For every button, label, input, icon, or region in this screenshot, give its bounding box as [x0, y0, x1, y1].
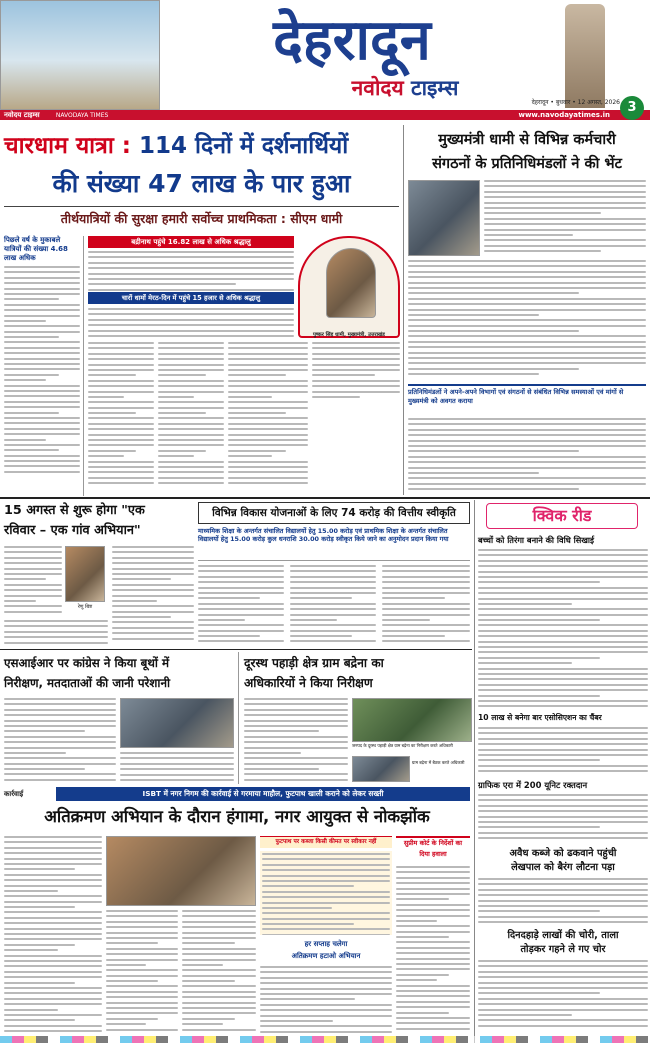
- masthead-brand-word: नवोदय: [351, 76, 404, 100]
- lead-band-2: [88, 292, 294, 304]
- page-number-badge: [620, 96, 644, 120]
- column-divider-top: [403, 125, 404, 495]
- village-photo-2: [352, 756, 410, 782]
- encroachment-box-1-text: फुटपाथ पर कब्जा किसी कीमत पर स्वीकार नहीं: [275, 839, 377, 845]
- cm-meeting-photo: [408, 180, 480, 256]
- sir-col-2: [120, 752, 234, 784]
- development-sub-box: [198, 527, 470, 561]
- lead-photo-frame: [298, 236, 400, 338]
- cm-meeting-intro: [484, 180, 646, 256]
- flag-campaign-headline-2: रविवार – एक गांव अभियान": [4, 523, 141, 538]
- flag-campaign-photo-caption: रेणु बिष्ट: [77, 604, 93, 610]
- encroachment-box-3: [260, 938, 392, 964]
- lead-subhead-rule: [4, 206, 399, 207]
- lead-band-2-text-block: [88, 308, 294, 338]
- lead-side-box: [4, 236, 84, 496]
- quick-read-item-3-title: ग्राफिक एरा में 200 यूनिट रक्तदान: [478, 780, 588, 790]
- encroachment-col-1: [4, 836, 102, 1038]
- village-headline-1: दूरस्थ पहाड़ी क्षेत्र ग्राम बद्रेना का: [244, 656, 384, 670]
- lead-headline-1: 114 दिनों में दर्शनार्थियों: [139, 133, 349, 159]
- quick-read-item-3-text: [478, 794, 648, 844]
- lead-headline-2: की संख्या 47 लाख के पार हुआ: [52, 169, 351, 198]
- development-col-2: [290, 565, 376, 645]
- sir-photo: [120, 698, 234, 748]
- encroachment-box-2: [396, 836, 470, 862]
- quick-read-item-1-title: बच्चों को तिरंगा बनाने की विधि सिखाई: [478, 535, 595, 545]
- page-number: 3: [627, 100, 637, 115]
- quick-read-item-5-title-1: दिनदहाड़े लाखों की चोरी, ताला: [507, 930, 619, 941]
- lead-headline-line-1: [4, 127, 399, 165]
- development-col-3: [382, 565, 470, 645]
- lead-band-1-text: बद्रीनाथ पहुंचे 16.82 लाख से अधिक श्रद्धालु: [131, 238, 251, 246]
- masthead-brand-suffix: टाइम्स: [411, 76, 459, 100]
- encroachment-strip-text: ISBT में नगर निगम की कार्रवाई से गरमाया माहौल, फुटपाथ खाली कराने को लेकर सख्ती: [142, 789, 384, 798]
- flag-campaign-headline-1: 15 अगस्त से शुरू होगा "एक: [4, 503, 145, 518]
- village-photo-caption-2: ग्राम बद्रेना में बैठक करते अधिकारी: [412, 760, 465, 765]
- cm-meeting-body: [408, 260, 646, 378]
- village-photo-caption-1: जनपद के दूरस्थ पहाड़ी क्षेत्र ग्राम बद्रेना का निरीक्षण करते अधिकारी: [352, 743, 453, 748]
- print-colour-bar: [0, 1036, 650, 1043]
- quick-read-title-text: क्विक रीड: [532, 506, 592, 525]
- flag-campaign-col-2: [4, 620, 108, 646]
- quick-read-item-5-text: [478, 960, 648, 1032]
- encroachment-box-1-body: [260, 851, 392, 935]
- section-rule-2: [0, 649, 472, 650]
- lead-side-box-text: [4, 266, 80, 481]
- encroachment-box-1: [260, 836, 392, 848]
- encroachment-box-2-body: [396, 866, 470, 1038]
- quick-read-title: [487, 504, 637, 527]
- quick-read-item-4-text: [478, 878, 648, 926]
- flag-campaign-photo: [65, 546, 105, 602]
- masthead-clock-tower: [565, 4, 605, 108]
- encroachment-col-2: [106, 910, 178, 1038]
- quick-read-item-2-title: 10 लाख से बनेगा बार एसोसिएशन का चैंबर: [478, 713, 602, 722]
- development-sub-box-text: माध्यमिक शिक्षा के अन्तर्गत संचालित विद्यालयों हेतु 15.00 करोड़ एवं प्राथमिक शिक्षा के अन्तर्गत संचालित विद्यालयों हेतु 15.00 करोड़ कुल धनराशि 30.00 करोड़ स्वीकृत किये जाने का अनुमोदन प्रदान किया गया: [198, 527, 449, 544]
- cm-meeting-sub-box: [408, 384, 646, 414]
- quick-read-item-1-text: [478, 549, 648, 707]
- quick-read-item-4-title-2: लेखपाल को बैरंग लौटना पड़ा: [511, 862, 615, 873]
- flag-campaign-col-1: [4, 546, 62, 618]
- quick-read-item-2-text: [478, 727, 648, 775]
- masthead-strip-logo: NAVODAYA TIMES: [55, 112, 109, 119]
- encroachment-box-3-line-1: हर सप्ताह चलेगा: [304, 940, 348, 948]
- cm-portrait-photo: [326, 248, 376, 318]
- development-headline: विभिन्न विकास योजनाओं के लिए 74 करोड़ की वित्तीय स्वीकृति: [212, 507, 456, 519]
- lead-body-col-4: [312, 342, 400, 402]
- lead-subhead: तीर्थयात्रियों की सुरक्षा हमारी सर्वोच्च प्राथमिकता : सीएम धामी: [60, 211, 343, 226]
- village-col-1: [244, 698, 348, 784]
- masthead-left-photo: [0, 0, 160, 110]
- encroachment-box-3-body: [260, 966, 392, 1038]
- lead-side-box-title: पिछले वर्ष के मुकाबले यात्रियों की संख्या 4.68 लाख अधिक: [4, 236, 68, 262]
- lead-photo-caption: पुष्कर सिंह धामी, मुख्यमंत्री, उत्तराखंड: [313, 332, 385, 338]
- encroachment-tag: कार्रवाई: [4, 790, 24, 798]
- encroachment-box-2-line-1: सुप्रीम कोर्ट के निर्देशों का: [403, 839, 463, 847]
- lead-band-2-text: चारों धामों मेरठ-दिन में पहुंचे 15 हजार से अधिक श्रद्धालु: [121, 294, 261, 302]
- masthead-title: देहरादून: [273, 7, 431, 73]
- cm-meeting-headline-2: संगठनों के प्रतिनिधिमंडलों ने की भेंट: [432, 156, 622, 172]
- development-col-1: [198, 565, 284, 645]
- column-divider-mid: [238, 652, 239, 784]
- quick-read-item-4-title-1: अवैध कब्जे को ढकवाने पहुंची: [509, 848, 617, 859]
- village-photo-1: [352, 698, 472, 742]
- masthead-strip-left: नवोदय टाइम्स: [4, 111, 40, 119]
- cm-meeting-headline-1: मुख्यमंत्री धामी से विभिन्न कर्मचारी: [438, 132, 616, 148]
- sir-col-1: [4, 698, 116, 784]
- cm-meeting-sub-box-text: प्रतिनिधिमंडलों ने अपने-अपने विभागों एवं संगठनों से संबंधित विभिन्न समस्याओं एवं मांगों से मुख्यमंत्री को अवगत कराया: [408, 388, 624, 405]
- lead-body-col-1: [88, 342, 154, 492]
- lead-body-col-2: [158, 342, 224, 492]
- encroachment-box-3-line-2: अतिक्रमण हटाओ अभियान: [291, 952, 361, 960]
- lead-band-1: [88, 236, 294, 248]
- masthead-website[interactable]: www.navodayatimes.in: [518, 111, 610, 119]
- cm-meeting-sub-body: [408, 418, 646, 494]
- lead-body-col-3: [228, 342, 308, 492]
- masthead-dateline: देहरादून • बुधवार • 12 अगस्त, 2026: [531, 99, 620, 106]
- quick-read-header: [486, 503, 638, 529]
- encroachment-photo: [106, 836, 256, 906]
- lead-kicker: चारधाम यात्रा :: [4, 133, 131, 159]
- sir-headline-1: एसआईआर पर कांग्रेस ने किया बूथों में: [4, 656, 170, 670]
- section-rule-1: [0, 497, 650, 499]
- quick-read-item-5-title-2: तोड़कर गहने ले गए चोर: [520, 944, 606, 955]
- flag-campaign-col-3: [112, 546, 194, 646]
- village-headline-2: अधिकारियों ने किया निरीक्षण: [244, 676, 373, 690]
- encroachment-box-2-line-2: दिया हवाला: [419, 850, 447, 858]
- lead-band-1-text-block: [88, 251, 294, 291]
- encroachment-col-3: [182, 910, 256, 1038]
- sir-headline-2: निरीक्षण, मतदाताओं की जानी परेशानी: [4, 676, 171, 690]
- encroachment-strip: [56, 787, 470, 801]
- encroachment-headline: अतिक्रमण अभियान के दौरान हंगामा, नगर आयुक्त से नोकझोंक: [44, 807, 430, 826]
